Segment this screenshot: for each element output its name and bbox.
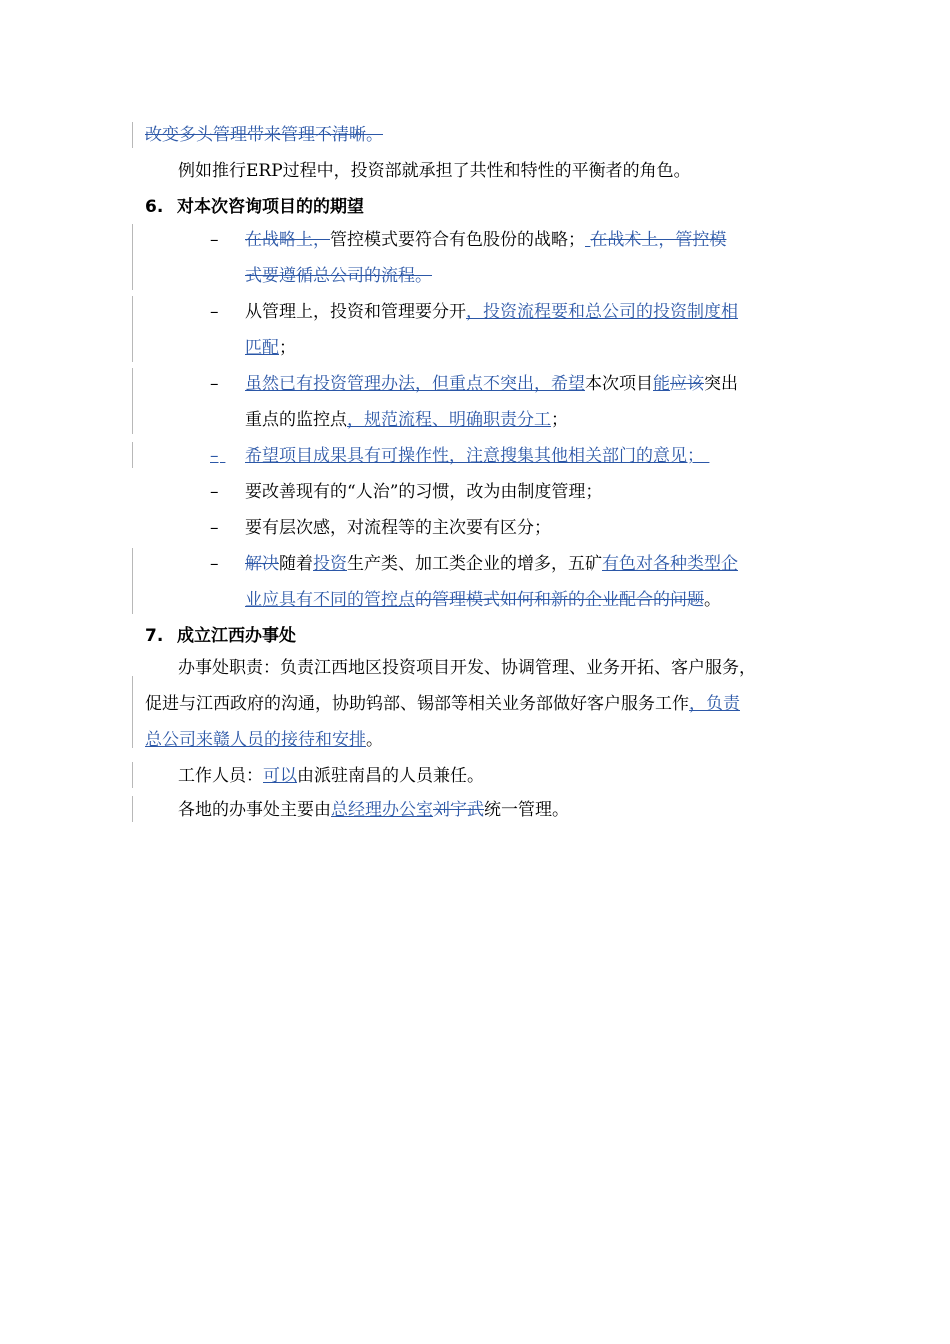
paragraph-line (178, 758, 484, 794)
inserted-text: 可以 (263, 766, 297, 786)
paragraph-line (145, 722, 383, 758)
paragraph-text: 。 (366, 730, 383, 750)
bullet-text: 。 (704, 590, 721, 610)
deleted-text: 解决 (245, 554, 279, 574)
change-bar (132, 676, 133, 748)
paragraph-text: 由派驻南昌的人员兼任。 (297, 766, 484, 786)
inserted-text: 能 (653, 374, 670, 394)
inserted-text: 匹配 (245, 338, 279, 358)
dash-marker: – (210, 482, 219, 502)
paragraph-text: 统一管理。 (484, 800, 569, 820)
dash-marker: – (210, 230, 219, 250)
paragraph-line (145, 117, 383, 153)
inserted-text: 虽然已有投资管理办法，但重点不突出，希望 (245, 374, 585, 394)
bullet-text: 突出 (704, 374, 738, 394)
dash-marker: – (210, 446, 219, 466)
section-heading-6 (145, 189, 364, 225)
inserted-text: 总经理办公室 (331, 800, 433, 820)
bullet-text: ； (551, 410, 568, 430)
inserted-text: ，负责 (689, 694, 740, 714)
inserted-text: ，投资流程要和总公司的投资制度相 (466, 302, 738, 322)
inserted-text: 投资 (313, 554, 347, 574)
bullet-continuation (245, 582, 721, 618)
inserted-text (704, 446, 709, 466)
bullet-text: 生产类、加工类企业的增多，五矿 (347, 554, 602, 574)
section-number: 7. (145, 626, 164, 646)
inserted-text (220, 438, 245, 474)
paragraph-text: 促进与江西政府的沟通，协助钨部、锡部等相关业务部做好客户服务工作 (145, 694, 689, 714)
section-title: 成立江西办事处 (177, 626, 296, 646)
deleted-text: 应该 (670, 374, 704, 394)
bullet-text: 从管理上，投资和管理要分开 (245, 302, 466, 322)
deleted-text: 在战术上，管控模 (590, 230, 727, 250)
bullet-text: 重点的监控点 (245, 410, 347, 430)
bullet-continuation (245, 402, 568, 438)
bullet-item (0, 222, 950, 258)
inserted-text: ，规范流程、明确职责分工 (347, 410, 551, 430)
bullet-text: ； (279, 338, 296, 358)
section-number: 6. (145, 197, 164, 217)
deleted-text: 的管理模式如何和新的企业配合的问题 (415, 590, 704, 610)
deleted-text: 在战略上， (245, 230, 330, 250)
bullet-text: 随着 (279, 554, 313, 574)
deleted-text: 刘宇武 (433, 800, 484, 820)
dash-marker: – (210, 518, 219, 538)
paragraph-text: 各地的办事处主要由 (178, 800, 331, 820)
change-bar (132, 122, 133, 148)
bullet-text: 本次项目 (585, 374, 653, 394)
change-bar (132, 762, 133, 788)
paragraph-text: 例如推行ERP过程中，投资部就承担了共性和特性的平衡者的角色。 (178, 161, 691, 181)
bullet-continuation (245, 330, 296, 366)
bullet-continuation (245, 258, 432, 294)
dash-marker: – (210, 374, 219, 394)
inserted-text: 总公司来赣人员的接待和安排 (145, 730, 366, 750)
bullet-item (0, 510, 950, 546)
paragraph-text: 工作人员： (178, 766, 263, 786)
change-bar (132, 796, 133, 822)
inserted-text: 有色对各种类型企 (602, 554, 738, 574)
paragraph-line (178, 650, 756, 686)
bullet-text: 管控模式要符合有色股份的战略； (330, 230, 585, 250)
inserted-text: 业应具有不同的管控点 (245, 590, 415, 610)
bullet-item (0, 294, 950, 330)
bullet-item (0, 366, 950, 402)
dash-marker: – (210, 302, 219, 322)
bullet-item (0, 546, 950, 582)
paragraph-line (145, 686, 740, 722)
deleted-text: 式要遵循总公司的流程。 (245, 266, 432, 286)
bullet-item (0, 438, 950, 474)
section-title: 对本次咨询项目的的期望 (177, 197, 364, 217)
paragraph-line (178, 792, 569, 828)
paragraph-line (178, 153, 691, 189)
deleted-text: 改变多头管理带来管理不清晰。 (145, 125, 383, 145)
bullet-text: 要有层次感，对流程等的主次要有区分； (245, 518, 551, 538)
paragraph-text: 办事处职责：负责江西地区投资项目开发、协调管理、业务开拓、客户服务， (178, 658, 756, 678)
dash-marker: – (210, 554, 219, 574)
bullet-text: 要改善现有的“人治”的习惯，改为由制度管理； (245, 482, 603, 502)
bullet-item (0, 474, 950, 510)
inserted-text: 希望项目成果具有可操作性，注意搜集其他相关部门的意见； (245, 446, 704, 466)
section-heading-7 (145, 618, 296, 654)
